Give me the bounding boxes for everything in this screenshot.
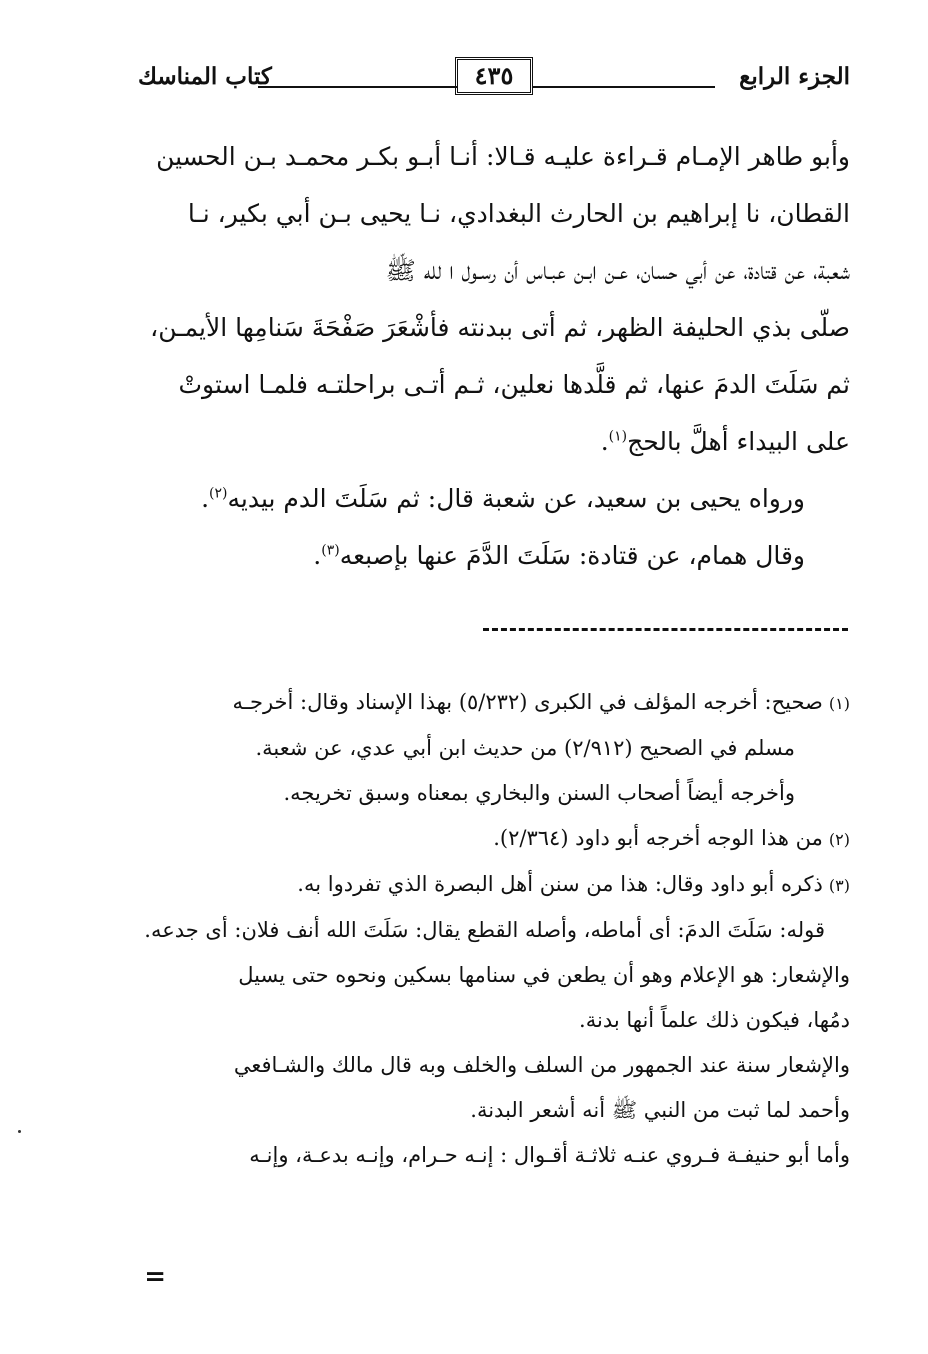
end-mark: . <box>313 541 322 570</box>
footnote-line: دمُها، فيكون ذلك علماً أنها بدنة. <box>579 1008 850 1032</box>
body-line: شعبة، عن قتادة، عن أبي حسان، عـن ابـن عبـاس أن رسـول ا لله ﷺ <box>385 256 850 285</box>
running-header <box>130 55 850 105</box>
end-mark: . <box>201 484 210 513</box>
footnote-number: (٢) <box>828 830 850 849</box>
body-line: على البيداء أهلَّ بالحج <box>627 427 850 456</box>
footnote-line: من هذا الوجه أخرجه أبو داود (٢/٣٦٤). <box>493 826 823 850</box>
end-mark: . <box>600 427 609 456</box>
footnote-line: وأما أبو حنيفـة فـروي عنـه ثلاثـة أقـوال : إنـه حـرام، وإنـه بدعـة، وإنـه <box>249 1143 850 1167</box>
header-volume: الجزء الرابع <box>739 63 850 90</box>
para2-text: ورواه يحيى بن سعيد، عن شعبة قال: ثم سَلَتَ الدم بيديه <box>227 484 805 513</box>
footnote-ref: (٢) <box>209 485 228 502</box>
footnote-number: (١) <box>828 694 850 713</box>
footnote-line: وأحمد لما ثبت من النبي ﷺ أنه أشعر البدنة. <box>470 1098 850 1122</box>
footnote-ref: (١) <box>608 428 628 445</box>
paragraph-2 <box>140 470 850 527</box>
body-line: وأبو طاهر الإمـام قـراءة عليـه قـالا: أنـا أبـو بكـر محمـد بـن الحسين <box>156 142 850 171</box>
main-text <box>140 128 850 584</box>
footnote-line: ذكره أبو داود وقال: هذا من سنن أهل البصرة الذي تفردوا به. <box>297 872 823 896</box>
footnote-2 <box>140 816 850 862</box>
footnote-ref: (٣) <box>321 542 340 559</box>
footnote-separator <box>483 628 848 631</box>
paragraph-3 <box>140 527 850 584</box>
footnotes <box>140 680 850 1178</box>
footnote-line: والإشعار: هو الإعلام وهو أن يطعن في سنامها بسكين ونحوه حتى يسيل <box>238 963 850 987</box>
scan-speck <box>18 1130 21 1133</box>
footnote-line: والإشعار سنة عند الجمهور من السلف والخلف وبه قال مالك والشـافعي <box>233 1053 850 1077</box>
footnote-line: قوله: سَلَتَ الدمَ: أى أماطه، وأصله القطع يقال: سَلَتَ الله أنف فلان: أى جدعه. <box>144 918 825 942</box>
footnote-line: وأخرجه أيضاً أصحاب السنن والبخاري بمعناه وسبق تخريجه. <box>283 781 795 805</box>
page-number: ٤٣٥ <box>455 57 533 95</box>
body-line: ثم سَلَتَ الدمَ عنها، ثم قلَّدها نعلين، ثـم أتـى براحلتـه فلمـا استوتْ <box>178 370 850 399</box>
footnote-1 <box>140 680 850 726</box>
continued-mark: = <box>144 1262 166 1292</box>
body-line: صلّى بذي الحليفة الظهر، ثم أتى ببدنته فأشْعَرَ صَفْحَةَ سَنامِها الأيمـن، <box>150 313 850 342</box>
footnote-number: (٣) <box>828 876 850 895</box>
body-line: القطان، نا إبراهيم بن الحارث البغدادي، نـا يحيى بـن أبي بكير، نـا <box>187 199 850 228</box>
footnote-3 <box>140 862 850 908</box>
body-line-last <box>140 413 850 470</box>
para3-text: وقال همام، عن قتادة: سَلَتَ الدَّمَ عنها بإصبعه <box>339 541 805 570</box>
footnote-line: مسلم في الصحيح (٢/٩١٢) من حديث ابن أبي عدي، عن شعبة. <box>255 736 795 760</box>
footnote-line: صحيح: أخرجه المؤلف في الكبرى (٥/٢٣٢) بهذا الإسناد وقال: أخرجـه <box>232 690 823 714</box>
header-book-title: كتاب المناسك <box>138 63 272 90</box>
header-rule-left <box>258 86 458 88</box>
